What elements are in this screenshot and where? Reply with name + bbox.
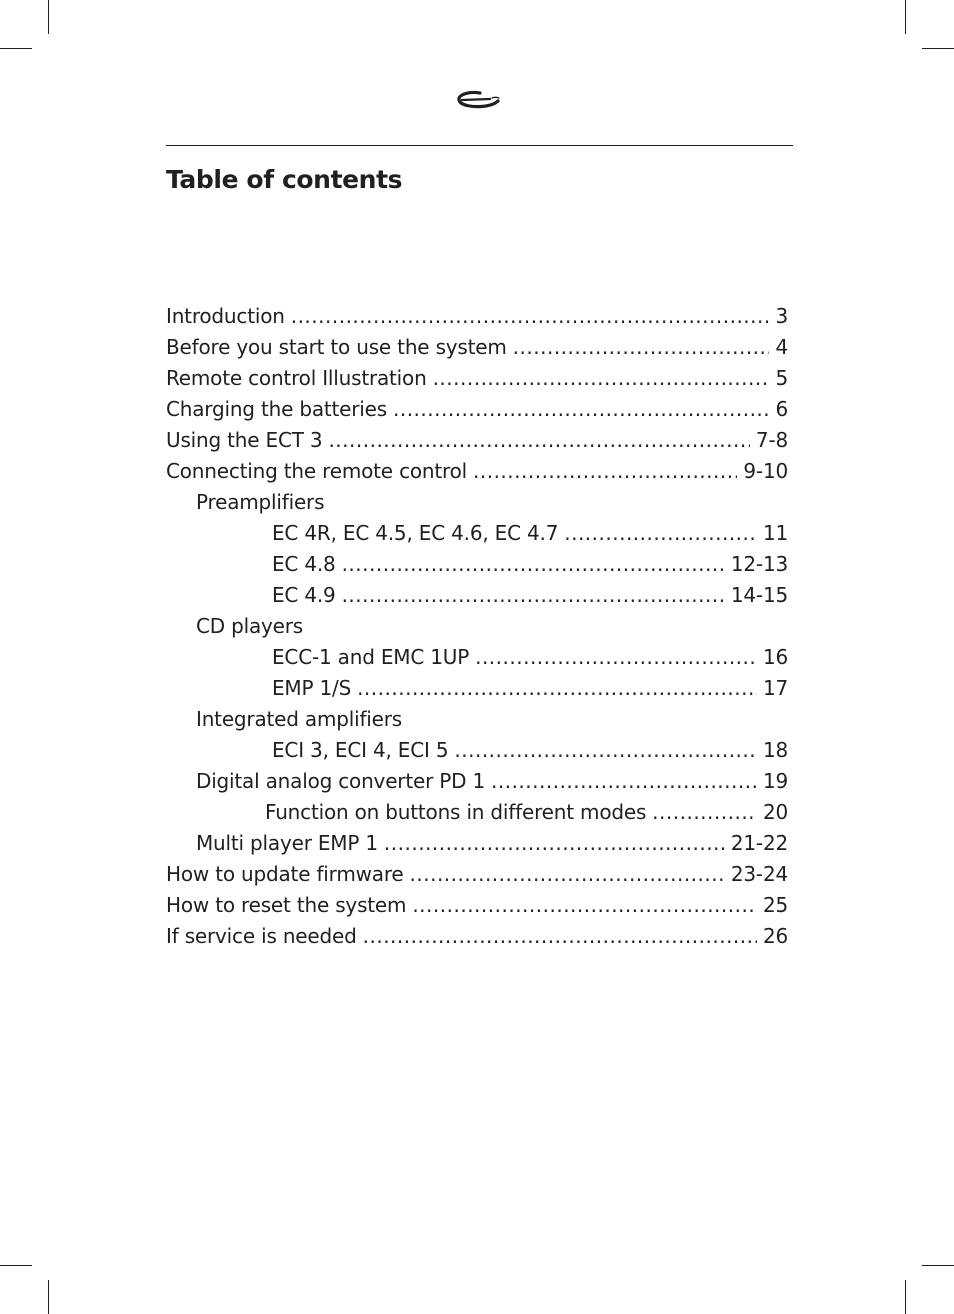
toc-dot-leader <box>652 797 757 828</box>
toc-entry-label: EC 4R, EC 4.5, EC 4.6, EC 4.7 <box>272 521 559 545</box>
toc-dot-leader <box>433 363 770 394</box>
toc-page-number: 11 <box>762 521 788 545</box>
crop-mark <box>0 1265 32 1266</box>
toc-entry <box>166 673 788 704</box>
toc-page-number: 16 <box>762 645 788 669</box>
toc-entry <box>166 518 788 549</box>
toc-dot-leader <box>357 673 757 704</box>
toc-dot-leader <box>412 890 757 921</box>
toc-dot-leader <box>328 425 749 456</box>
toc-entry <box>166 301 788 332</box>
header-rule <box>166 145 793 146</box>
toc-section-heading <box>166 704 788 735</box>
toc-dot-leader <box>513 332 770 363</box>
crop-mark <box>922 48 954 49</box>
toc-entry-label: EC 4.9 <box>272 583 336 607</box>
toc-page-number: 25 <box>762 893 788 917</box>
toc-page-number: 12-13 <box>730 552 788 576</box>
toc-dot-leader <box>363 921 757 952</box>
toc-entry-label: Integrated amplifiers <box>196 707 402 731</box>
crop-mark <box>905 1280 906 1314</box>
toc-dot-leader <box>393 394 769 425</box>
toc-entry <box>166 456 788 487</box>
toc-entry <box>166 797 788 828</box>
toc-dot-leader <box>454 735 757 766</box>
toc-entry-label: Connecting the remote control <box>166 459 467 483</box>
toc-entry <box>166 859 788 890</box>
toc-dot-leader <box>342 549 725 580</box>
toc-entry <box>166 921 788 952</box>
toc-section-heading <box>166 611 788 642</box>
toc-page-number: 7-8 <box>755 428 788 452</box>
toc-dot-leader <box>564 518 757 549</box>
toc-page-number: 6 <box>775 397 788 421</box>
toc-page-number: 26 <box>762 924 788 948</box>
toc-page-number: 4 <box>775 335 788 359</box>
toc-entry-label: Multi player EMP 1 <box>196 831 378 855</box>
toc-dot-leader <box>491 766 757 797</box>
toc-entry-label: Digital analog converter PD 1 <box>196 769 485 793</box>
toc-entry-label: Preamplifiers <box>196 490 325 514</box>
crop-mark <box>922 1265 954 1266</box>
toc-page-number: 5 <box>775 366 788 390</box>
page-title: Table of contents <box>166 165 403 194</box>
toc-section-heading <box>166 487 788 518</box>
table-of-contents <box>166 301 788 952</box>
toc-entry-label: EC 4.8 <box>272 552 336 576</box>
toc-page-number: 21-22 <box>730 831 788 855</box>
toc-entry <box>166 766 788 797</box>
toc-entry <box>166 425 788 456</box>
toc-entry-label: How to reset the system <box>166 893 407 917</box>
toc-entry <box>166 890 788 921</box>
toc-dot-leader <box>384 828 725 859</box>
crop-mark <box>905 0 906 34</box>
toc-page-number: 14-15 <box>730 583 788 607</box>
toc-entry-label: If service is needed <box>166 924 357 948</box>
brand-logo-icon <box>454 86 504 116</box>
toc-entry-label: Remote control Illustration <box>166 366 427 390</box>
toc-entry-label: CD players <box>196 614 304 638</box>
toc-entry <box>166 332 788 363</box>
toc-page-number: 17 <box>762 676 788 700</box>
toc-entry <box>166 394 788 425</box>
crop-mark <box>0 48 32 49</box>
crop-mark <box>48 1280 49 1314</box>
toc-entry-label: Charging the batteries <box>166 397 387 421</box>
toc-dot-leader <box>475 642 757 673</box>
toc-entry-label: EMP 1/S <box>272 676 352 700</box>
toc-entry-label: Using the ECT 3 <box>166 428 323 452</box>
toc-entry-label: Before you start to use the system <box>166 335 507 359</box>
toc-entry <box>166 549 788 580</box>
toc-entry <box>166 735 788 766</box>
toc-page-number: 19 <box>762 769 788 793</box>
toc-page-number: 23-24 <box>730 862 788 886</box>
toc-dot-leader <box>342 580 725 611</box>
toc-entry-label: Function on buttons in different modes <box>265 800 647 824</box>
toc-entry-label: ECI 3, ECI 4, ECI 5 <box>272 738 449 762</box>
toc-entry-label: ECC-1 and EMC 1UP <box>272 645 470 669</box>
toc-page-number: 18 <box>762 738 788 762</box>
crop-mark <box>48 0 49 34</box>
toc-dot-leader <box>473 456 737 487</box>
toc-dot-leader <box>291 301 770 332</box>
toc-page-number: 3 <box>775 304 788 328</box>
toc-entry <box>166 642 788 673</box>
toc-dot-leader <box>410 859 725 890</box>
toc-page-number: 9-10 <box>743 459 788 483</box>
toc-entry <box>166 580 788 611</box>
toc-entry-label: How to update firmware <box>166 862 404 886</box>
toc-page-number: 20 <box>762 800 788 824</box>
toc-entry <box>166 828 788 859</box>
toc-entry <box>166 363 788 394</box>
toc-entry-label: Introduction <box>166 304 285 328</box>
